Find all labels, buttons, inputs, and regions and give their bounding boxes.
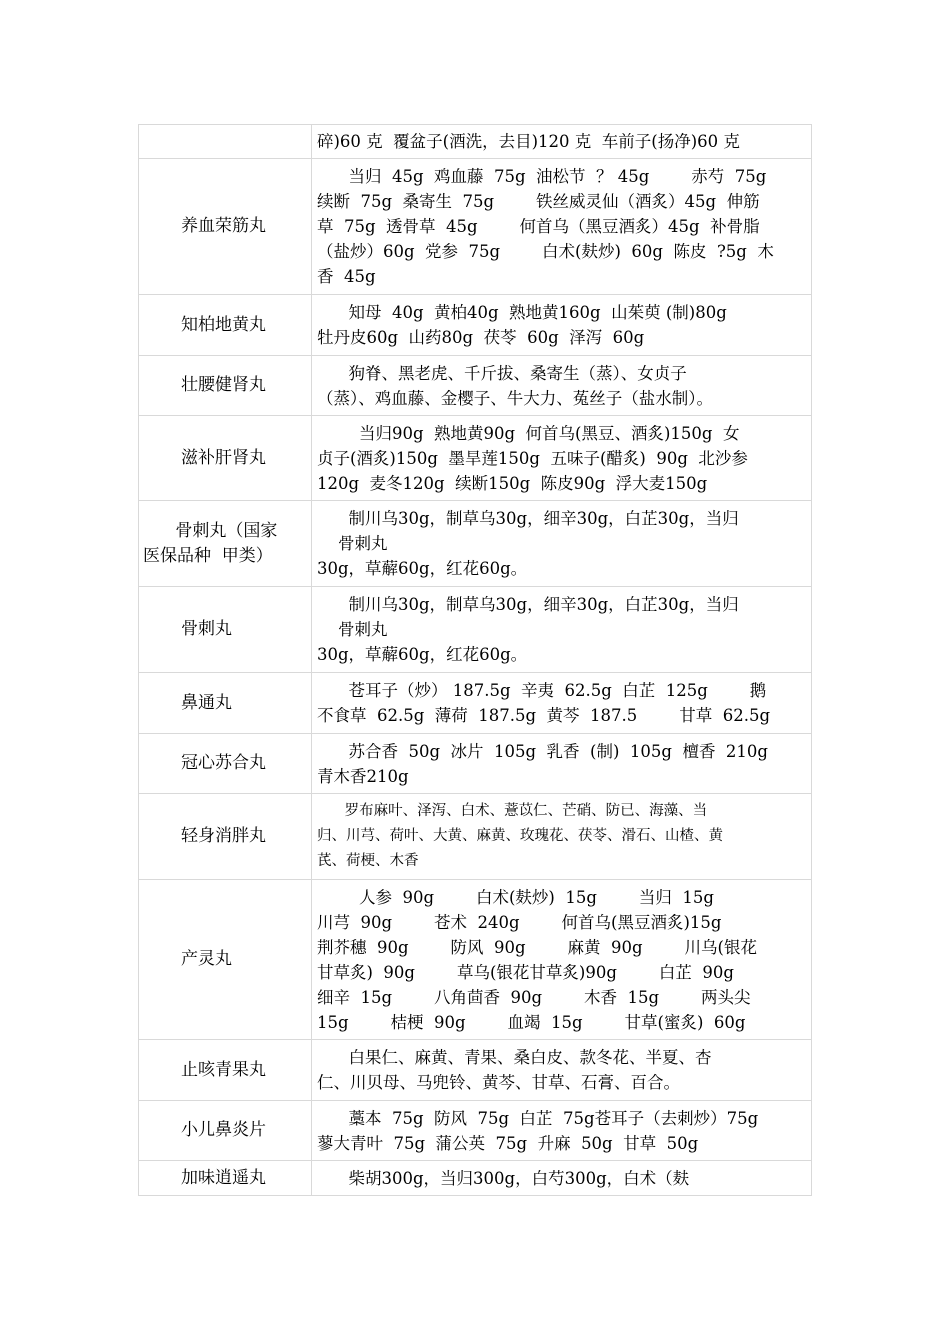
table-row — [139, 794, 812, 880]
formula-name-line: 医保品种 甲类） — [143, 545, 273, 566]
ingredients-line: （蒸）、鸡血藤、金樱子、牛大力、菟丝子（盐水制）。 — [317, 388, 713, 408]
ingredients-cell — [312, 501, 812, 587]
ingredients-cell — [312, 734, 812, 794]
ingredients-line: 归、川芎、荷叶、大黄、麻黄、玫瑰花、茯苓、滑石、山楂、黄 — [317, 828, 723, 844]
formula-table-body — [139, 125, 812, 1196]
ingredients-cell — [312, 880, 812, 1040]
table-row — [139, 673, 812, 734]
ingredients-cell — [312, 1161, 812, 1196]
ingredients-line: 当归 45g 鸡血藤 75g 油松节 ？ 45g 赤芍 75g — [317, 167, 767, 186]
ingredients-line: 骨刺丸 — [317, 534, 388, 553]
ingredients-line: 香 45g — [317, 267, 376, 286]
ingredients-line: 人参 90g 白术(麸炒) 15g 当归 15g — [317, 887, 714, 907]
ingredients-line: 藁本 75g 防风 75g 白芷 75g苍耳子（去刺炒）75g — [317, 1108, 759, 1128]
formula-name-cell — [139, 416, 312, 501]
ingredients-cell — [312, 1040, 812, 1101]
ingredients-line: 牡丹皮60g 山药80g 茯苓 60g 泽泻 60g — [317, 328, 645, 347]
ingredients-line: 当归90g 熟地黄90g 何首乌(黑豆、酒炙)150g 女 — [317, 423, 740, 443]
ingredients-line: 蓼大青叶 75g 蒲公英 75g 升麻 50g 甘草 50g — [317, 1133, 699, 1153]
ingredients-cell — [312, 416, 812, 501]
formula-name-cell — [139, 587, 312, 673]
ingredients-cell — [312, 587, 812, 673]
formula-name-cell — [139, 794, 312, 880]
table-row — [139, 587, 812, 673]
formula-name-line: 骨刺丸（国家 — [143, 520, 278, 541]
ingredients-line: 120g 麦冬120g 续断150g 陈皮90g 浮大麦150g — [317, 473, 708, 493]
formula-name: 滋补肝肾丸 — [181, 447, 266, 468]
ingredients-cell — [312, 295, 812, 356]
formula-name-cell — [139, 1161, 312, 1196]
table-row — [139, 734, 812, 794]
formula-name-cell — [139, 734, 312, 794]
ingredients-line: 仁、川贝母、马兜铃、黄芩、甘草、石膏、百合。 — [317, 1073, 680, 1092]
formula-table — [138, 124, 812, 1196]
ingredients-line: （盐炒）60g 党参 75g 白术(麸炒) 60g 陈皮 ?5g 木 — [317, 242, 774, 261]
ingredients-line: 30g，草薢60g，红花60g。 — [317, 559, 528, 578]
table-row — [139, 416, 812, 501]
ingredients-cell — [312, 159, 812, 295]
table-row — [139, 1161, 812, 1196]
formula-name-cell — [139, 1101, 312, 1161]
formula-name-cell — [139, 880, 312, 1040]
ingredients-line: 草 75g 透骨草 45g 何首乌（黑豆酒炙）45g 补骨脂 — [317, 217, 760, 236]
ingredients-line: 苍耳子（炒） 187.5g 辛夷 62.5g 白芷 125g 鹅 — [317, 681, 767, 700]
ingredients-line: 15g 桔梗 90g 血竭 15g 甘草(蜜炙) 60g — [317, 1012, 746, 1032]
table-row — [139, 1101, 812, 1161]
ingredients-line: 罗布麻叶、泽泻、白术、薏苡仁、芒硝、防已、海藻、当 — [317, 803, 708, 819]
ingredients-cell — [312, 794, 812, 880]
formula-name: 冠心苏合丸 — [181, 753, 266, 773]
formula-name-cell — [139, 1040, 312, 1101]
ingredients-line: 川芎 90g 苍术 240g 何首乌(黑豆酒炙)15g — [317, 912, 722, 932]
formula-name: 壮腰健肾丸 — [181, 375, 266, 395]
table-row — [139, 159, 812, 295]
ingredients-cell — [312, 125, 812, 159]
formula-name: 加味逍遥丸 — [181, 1167, 266, 1188]
ingredients-line: 骨刺丸 — [317, 620, 388, 639]
ingredients-line: 制川乌30g，制草乌30g，细辛30g，白芷30g，当归 — [317, 509, 739, 528]
formula-name-cell — [139, 673, 312, 734]
ingredients-cell — [312, 356, 812, 416]
ingredients-line: 知母 40g 黄柏40g 熟地黄160g 山茱萸 (制)80g — [317, 303, 727, 322]
ingredients-line: 荆芥穗 90g 防风 90g 麻黄 90g 川乌(银花 — [317, 937, 757, 957]
ingredients-line: 甘草炙) 90g 草乌(银花甘草炙)90g 白芷 90g — [317, 962, 734, 982]
ingredients-line: 碎)60 克 覆盆子(酒洗，去目)120 克 车前子(扬净)60 克 — [317, 132, 740, 151]
formula-name: 止咳青果丸 — [181, 1059, 266, 1080]
ingredients-cell — [312, 673, 812, 734]
ingredients-line: 贞子(酒炙)150g 墨旱莲150g 五味子(醋炙) 90g 北沙参 — [317, 448, 748, 468]
formula-name: 产灵丸 — [181, 949, 232, 969]
formula-name: 轻身消胖丸 — [181, 826, 266, 846]
ingredients-line: 苏合香 50g 冰片 105g 乳香 (制) 105g 檀香 210g — [317, 741, 768, 761]
table-row — [139, 356, 812, 416]
ingredients-line: 白果仁、麻黄、青果、桑白皮、款冬花、半夏、杏 — [317, 1048, 712, 1067]
formula-name: 小儿鼻炎片 — [181, 1120, 266, 1140]
ingredients-line: 狗脊、黑老虎、千斤拔、桑寄生（蒸）、女贞子 — [317, 363, 687, 383]
ingredients-line: 青木香210g — [317, 766, 409, 786]
table-row — [139, 125, 812, 159]
formula-name-cell — [139, 295, 312, 356]
ingredients-line: 细辛 15g 八角茴香 90g 木香 15g 两头尖 — [317, 987, 751, 1007]
ingredients-line: 不食草 62.5g 薄荷 187.5g 黄芩 187.5 甘草 62.5g — [317, 706, 771, 725]
formula-name-cell — [139, 356, 312, 416]
ingredients-line: 芪、荷梗、木香 — [317, 853, 419, 869]
formula-name-cell — [139, 125, 312, 159]
formula-name: 养血荣筋丸 — [181, 216, 266, 236]
formula-name-cell — [139, 501, 312, 587]
ingredients-line: 30g，草薢60g，红花60g。 — [317, 645, 528, 664]
formula-name: 鼻通丸 — [181, 692, 232, 713]
formula-name-cell — [139, 159, 312, 295]
table-row — [139, 501, 812, 587]
table-row — [139, 295, 812, 356]
formula-name: 骨刺丸 — [181, 619, 232, 639]
formula-name: 知柏地黄丸 — [181, 314, 266, 335]
table-row — [139, 880, 812, 1040]
ingredients-line: 续断 75g 桑寄生 75g 铁丝威灵仙（酒炙）45g 伸筋 — [317, 192, 760, 211]
ingredients-line: 柴胡300g，当归300g，白芍300g，白术（麸 — [317, 1168, 690, 1188]
ingredients-line: 制川乌30g，制草乌30g，细辛30g，白芷30g，当归 — [317, 595, 739, 614]
ingredients-cell — [312, 1101, 812, 1161]
table-row — [139, 1040, 812, 1101]
